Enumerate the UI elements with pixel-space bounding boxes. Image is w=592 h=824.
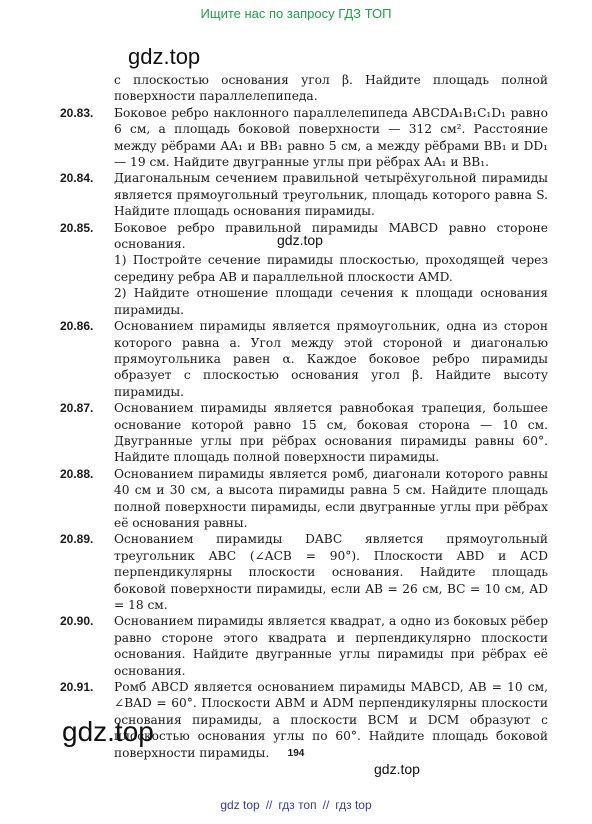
continuation-text: с плоскостью основания угол β. Найдите площадь полной поверхности параллелепипеда.: [114, 73, 548, 104]
footer-link[interactable]: gdz top: [220, 798, 260, 812]
problem-text: Основанием пирамиды DABC является прямоугольный треугольник ABC (∠ACB = 90°). Плоскости ABD и ACD перпендикулярны плоскости основания. Найдите площадь боковой поверхности пирамиды, если AB = 26 см, BC = 10 см, AD = 18 см.: [114, 532, 548, 612]
footer-link[interactable]: гдз топ: [278, 798, 317, 812]
top-banner: Ищите нас по запросу ГДЗ ТОП: [200, 6, 392, 21]
problem-text: Основанием пирамиды является ромб, диагонали которого равны 40 см и 30 см, а высота пирамиды равна 5 см. Найдите площадь полной поверхности пирамиды, если двугранные углы при рёбрах её основания равны.: [114, 466, 548, 530]
problem: [60, 400, 548, 466]
problem-subitem: 1) Постройте сечение пирамиды плоскостью, проходящей через середину ребра AB и параллельной плоскости AMD.: [114, 253, 548, 284]
footer-link[interactable]: гдз top: [335, 798, 372, 812]
problem-subitem: 2) Найдите отношение площади сечения к площади основания пирамиды.: [114, 286, 548, 317]
footer-links: [0, 798, 592, 812]
watermark: gdz.top: [277, 232, 323, 248]
footer-separator: //: [322, 798, 330, 812]
problem-text: Основанием пирамиды является равнобокая трапеция, большее основание которой равно 15 см, боковая сторона — 10 см. Двугранные углы при рёбрах основания пирамиды равны 60°. Найдите площадь полной поверхности пирамиды.: [114, 401, 548, 465]
watermark: gdz.top: [62, 716, 154, 747]
footer-separator: //: [265, 798, 273, 812]
problem-list: [60, 72, 548, 761]
watermark: gdz.top: [374, 761, 420, 777]
problem-number: 20.85.: [60, 220, 94, 235]
problem-number: 20.84.: [60, 171, 94, 186]
problem-text: Ромб ABCD является основанием пирамиды MABCD, AB = 10 см, ∠BAD = 60°. Плоскости ABM и ADM перпендикулярны плоскости основания пирамиды, а плоскости BCM и DCM образуют с плоскостью основания углы по 60°. Найдите площадь боковой поверхности пирамиды.: [114, 680, 548, 760]
watermark: gdz.top: [128, 44, 201, 69]
problem-number: 20.88.: [60, 466, 94, 481]
problem: [60, 531, 548, 613]
problem: [60, 318, 548, 400]
problem-number: 20.86.: [60, 319, 94, 334]
problem: [60, 466, 548, 532]
problem-number: 20.89.: [60, 532, 94, 547]
problem-number: 20.91.: [60, 680, 94, 695]
page-number: 194: [287, 748, 305, 759]
problem-number: 20.83.: [60, 105, 94, 120]
problem-text: Боковое ребро наклонного параллелепипеда ABCDA₁B₁C₁D₁ равно 6 см, а площадь боковой поверхности — 312 см². Расстояние между рёбрами AA₁ и BB₁ равно 5 см, а между рёбрами BB₁ и DD₁ — 19 см. Найдите двугранные углы при рёбрах AA₁ и BB₁.: [114, 105, 548, 170]
problem-text: Основанием пирамиды является прямоугольник, одна из сторон которого равна a. Угол между этой стороной и диагональю прямоугольника равен α. Каждое боковое ребро пирамиды образует с плоскостью основания угол β. Найдите высоту пирамиды.: [114, 319, 548, 399]
problem: [60, 105, 548, 171]
problem-text: Основанием пирамиды является квадрат, а одно из боковых рёбер равно стороне этого квадрата и перпендикулярно плоскости основания. Найдите двугранные углы пирамиды при рёбрах её основания.: [114, 614, 548, 678]
problem-text: Диагональным сечением правильной четырёхугольной пирамиды является прямоугольный треугольник, площадь которого равна S. Найдите площадь основания пирамиды.: [114, 171, 548, 219]
problem-number: 20.90.: [60, 614, 94, 629]
problem: [60, 613, 548, 679]
problem: [60, 170, 548, 219]
problem-text: Боковое ребро правильной пирамиды MABCD равно стороне основания.: [114, 220, 548, 252]
problem-number: 20.87.: [60, 401, 94, 416]
